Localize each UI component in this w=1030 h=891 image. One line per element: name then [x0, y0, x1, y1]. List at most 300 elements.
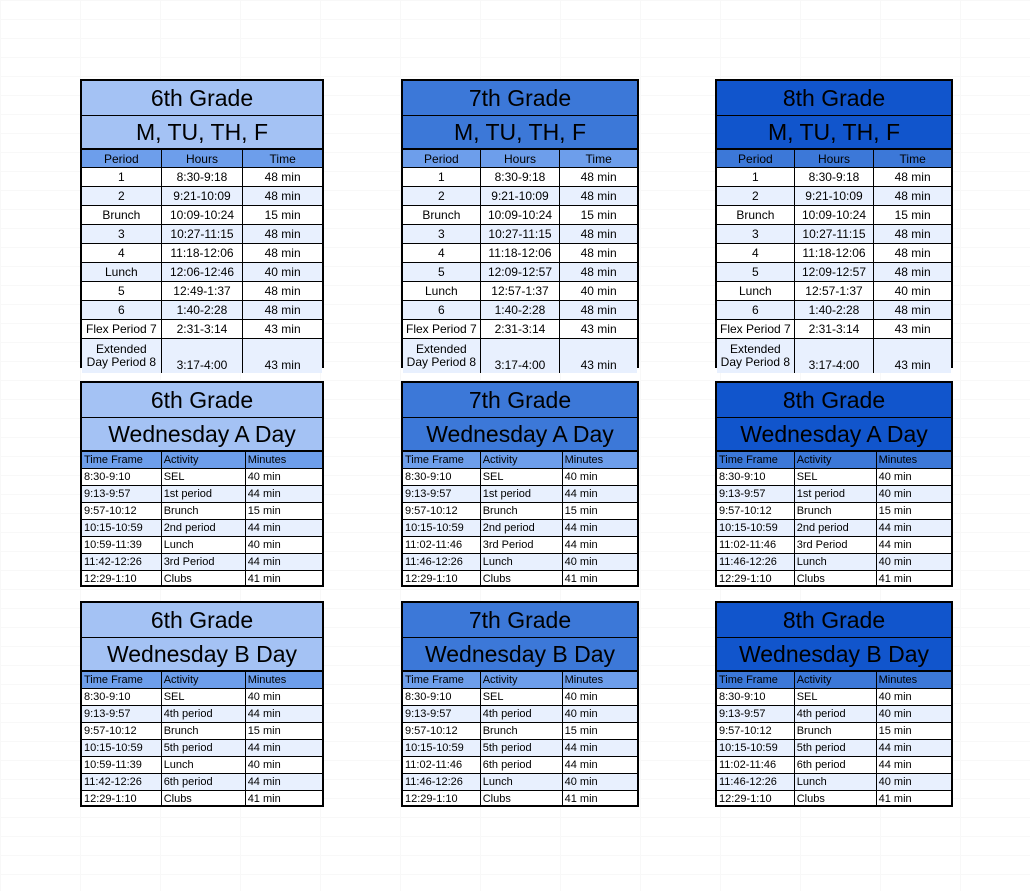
- table-cell[interactable]: 11:02-11:46: [403, 757, 480, 774]
- table-cell[interactable]: 6th period: [480, 757, 562, 774]
- column-header[interactable]: Minutes: [876, 452, 951, 469]
- table-cell[interactable]: Brunch: [161, 503, 245, 520]
- table-cell[interactable]: 11:46-12:26: [403, 774, 480, 791]
- column-header[interactable]: Activity: [794, 672, 876, 689]
- table-cell[interactable]: Lunch: [794, 554, 876, 571]
- table-cell[interactable]: 10:27-11:15: [480, 225, 560, 244]
- table-cell[interactable]: 6: [82, 301, 161, 320]
- table-cell[interactable]: 48 min: [874, 301, 951, 320]
- table-cell[interactable]: Flex Period 7: [82, 320, 161, 339]
- table-row: [717, 554, 951, 571]
- days-label[interactable]: Wednesday B Day: [717, 638, 951, 671]
- table-cell[interactable]: 12:57-1:37: [794, 282, 874, 301]
- table-cell[interactable]: 6: [403, 301, 480, 320]
- table-cell[interactable]: Extended Day Period 8: [717, 339, 794, 374]
- table-cell[interactable]: 43 min: [243, 320, 322, 339]
- table-cell[interactable]: Lunch: [480, 554, 562, 571]
- table-row: [82, 537, 322, 554]
- table-cell[interactable]: SEL: [161, 689, 245, 706]
- table-header-row: [717, 452, 951, 469]
- wed_b-schedule-g6: [80, 601, 324, 807]
- table-cell[interactable]: 5: [717, 263, 794, 282]
- table-row: [82, 244, 322, 263]
- table-cell[interactable]: 3:17-4:00: [794, 339, 874, 374]
- table-cell[interactable]: 3rd Period: [161, 554, 245, 571]
- table-cell[interactable]: 10:15-10:59: [82, 520, 161, 537]
- table-cell[interactable]: 9:57-10:12: [717, 503, 794, 520]
- table-cell[interactable]: 48 min: [874, 263, 951, 282]
- table-cell[interactable]: 44 min: [876, 740, 951, 757]
- table-cell[interactable]: 40 min: [245, 537, 322, 554]
- table-cell[interactable]: 2: [82, 187, 161, 206]
- table-row: [82, 554, 322, 571]
- table-cell[interactable]: 10:09-10:24: [480, 206, 560, 225]
- table-cell[interactable]: 11:42-12:26: [82, 774, 161, 791]
- table-cell[interactable]: 6th period: [161, 774, 245, 791]
- table-cell[interactable]: 48 min: [243, 244, 322, 263]
- column-header[interactable]: Period: [403, 150, 480, 168]
- column-header[interactable]: Minutes: [562, 672, 637, 689]
- table-cell[interactable]: 40 min: [876, 469, 951, 486]
- table-row: [717, 520, 951, 537]
- table-cell[interactable]: 12:09-12:57: [480, 263, 560, 282]
- days-label[interactable]: Wednesday A Day: [403, 418, 637, 451]
- table-cell[interactable]: 9:57-10:12: [82, 503, 161, 520]
- table-cell[interactable]: Lunch: [82, 263, 161, 282]
- table-cell[interactable]: Brunch: [480, 503, 562, 520]
- table-cell[interactable]: 40 min: [562, 469, 637, 486]
- table-cell[interactable]: 41 min: [562, 791, 637, 808]
- table-cell[interactable]: 9:21-10:09: [161, 187, 243, 206]
- table-cell[interactable]: 1:40-2:28: [480, 301, 560, 320]
- table-cell[interactable]: 48 min: [874, 244, 951, 263]
- column-header[interactable]: Activity: [794, 452, 876, 469]
- days-label[interactable]: M, TU, TH, F: [403, 116, 637, 149]
- table-header-row: [82, 672, 322, 689]
- table-row: [717, 263, 951, 282]
- grade-title[interactable]: 6th Grade: [82, 603, 322, 638]
- table-cell[interactable]: SEL: [161, 469, 245, 486]
- table-cell[interactable]: 10:15-10:59: [82, 740, 161, 757]
- table-cell[interactable]: 12:29-1:10: [82, 571, 161, 588]
- table-cell[interactable]: 44 min: [562, 740, 637, 757]
- schedule-table: [717, 451, 951, 587]
- table-cell[interactable]: Lunch: [403, 282, 480, 301]
- table-cell[interactable]: 11:18-12:06: [480, 244, 560, 263]
- column-header[interactable]: Hours: [794, 150, 874, 168]
- table-cell[interactable]: Lunch: [480, 774, 562, 791]
- table-cell[interactable]: 4: [82, 244, 161, 263]
- grade-title[interactable]: 6th Grade: [82, 383, 322, 418]
- table-cell[interactable]: 15 min: [243, 206, 322, 225]
- table-cell[interactable]: Flex Period 7: [403, 320, 480, 339]
- days-label[interactable]: Wednesday B Day: [82, 638, 322, 671]
- table-row: [82, 791, 322, 808]
- table-cell[interactable]: 3: [403, 225, 480, 244]
- days-label[interactable]: M, TU, TH, F: [717, 116, 951, 149]
- table-cell[interactable]: 11:46-12:26: [717, 554, 794, 571]
- column-header[interactable]: Activity: [480, 452, 562, 469]
- table-cell[interactable]: Lunch: [794, 774, 876, 791]
- table-cell[interactable]: 8:30-9:10: [717, 689, 794, 706]
- table-cell[interactable]: 6: [717, 301, 794, 320]
- table-cell[interactable]: 10:15-10:59: [717, 520, 794, 537]
- table-cell[interactable]: 10:59-11:39: [82, 537, 161, 554]
- column-header[interactable]: Time Frame: [403, 452, 480, 469]
- table-cell[interactable]: Brunch: [794, 503, 876, 520]
- table-cell[interactable]: 2: [717, 187, 794, 206]
- column-header[interactable]: Activity: [161, 452, 245, 469]
- table-cell[interactable]: 8:30-9:10: [403, 469, 480, 486]
- wed_a-schedule-g6: [80, 381, 324, 587]
- table-cell[interactable]: 9:57-10:12: [403, 503, 480, 520]
- table-cell[interactable]: 1st period: [480, 486, 562, 503]
- table-cell[interactable]: 10:09-10:24: [161, 206, 243, 225]
- days-label[interactable]: Wednesday A Day: [82, 418, 322, 451]
- table-cell[interactable]: Brunch: [161, 723, 245, 740]
- table-cell[interactable]: 12:49-1:37: [161, 282, 243, 301]
- table-cell[interactable]: 15 min: [245, 503, 322, 520]
- table-cell[interactable]: SEL: [480, 689, 562, 706]
- days-label[interactable]: Wednesday A Day: [717, 418, 951, 451]
- table-cell[interactable]: SEL: [794, 469, 876, 486]
- table-cell[interactable]: 44 min: [245, 486, 322, 503]
- table-cell[interactable]: 2nd period: [794, 520, 876, 537]
- table-cell[interactable]: 41 min: [245, 791, 322, 808]
- table-cell[interactable]: 1st period: [794, 486, 876, 503]
- table-cell[interactable]: 2:31-3:14: [161, 320, 243, 339]
- table-cell[interactable]: 8:30-9:10: [717, 469, 794, 486]
- table-row: [82, 301, 322, 320]
- table-cell[interactable]: 43 min: [560, 320, 637, 339]
- table-cell[interactable]: 3rd Period: [794, 537, 876, 554]
- table-cell[interactable]: 11:02-11:46: [403, 537, 480, 554]
- table-cell[interactable]: 40 min: [876, 774, 951, 791]
- grade-title[interactable]: 7th Grade: [403, 603, 637, 638]
- table-cell[interactable]: 15 min: [876, 723, 951, 740]
- table-cell[interactable]: 40 min: [876, 554, 951, 571]
- table-cell[interactable]: 12:29-1:10: [717, 571, 794, 588]
- table-cell[interactable]: 44 min: [245, 740, 322, 757]
- table-cell[interactable]: 40 min: [562, 554, 637, 571]
- table-row: [82, 320, 322, 339]
- table-cell[interactable]: 15 min: [245, 723, 322, 740]
- table-cell[interactable]: 11:02-11:46: [717, 757, 794, 774]
- table-cell[interactable]: Extended Day Period 8: [403, 339, 480, 374]
- table-cell[interactable]: 6th period: [794, 757, 876, 774]
- grade-title[interactable]: 7th Grade: [403, 383, 637, 418]
- table-cell[interactable]: 3:17-4:00: [161, 339, 243, 374]
- table-cell[interactable]: 44 min: [876, 757, 951, 774]
- table-cell[interactable]: 3: [82, 225, 161, 244]
- days-label[interactable]: Wednesday B Day: [403, 638, 637, 671]
- table-cell[interactable]: 43 min: [874, 339, 951, 374]
- table-cell[interactable]: Lunch: [161, 757, 245, 774]
- table-cell[interactable]: 2nd period: [161, 520, 245, 537]
- table-cell[interactable]: 48 min: [243, 301, 322, 320]
- column-header[interactable]: Minutes: [876, 672, 951, 689]
- table-cell[interactable]: 48 min: [243, 168, 322, 187]
- table-cell[interactable]: 10:27-11:15: [161, 225, 243, 244]
- table-cell[interactable]: 40 min: [245, 689, 322, 706]
- table-cell[interactable]: 1:40-2:28: [794, 301, 874, 320]
- table-cell[interactable]: 44 min: [876, 520, 951, 537]
- table-cell[interactable]: 43 min: [874, 320, 951, 339]
- table-cell[interactable]: 48 min: [560, 168, 637, 187]
- table-cell[interactable]: 41 min: [876, 791, 951, 808]
- table-cell[interactable]: 9:57-10:12: [82, 723, 161, 740]
- table-cell[interactable]: 5th period: [794, 740, 876, 757]
- wed_b-schedule-g7: [401, 601, 639, 807]
- table-cell[interactable]: Lunch: [717, 282, 794, 301]
- table-cell[interactable]: 9:21-10:09: [480, 187, 560, 206]
- table-cell[interactable]: 3:17-4:00: [480, 339, 560, 374]
- table-row: [717, 689, 951, 706]
- column-header[interactable]: Activity: [480, 672, 562, 689]
- table-cell[interactable]: 3: [717, 225, 794, 244]
- table-cell[interactable]: Flex Period 7: [717, 320, 794, 339]
- table-cell[interactable]: 41 min: [876, 571, 951, 588]
- table-row: [717, 723, 951, 740]
- table-row: [82, 469, 322, 486]
- table-cell[interactable]: 15 min: [562, 723, 637, 740]
- table-cell[interactable]: 4: [403, 244, 480, 263]
- table-cell[interactable]: 11:46-12:26: [403, 554, 480, 571]
- table-cell[interactable]: 5: [82, 282, 161, 301]
- table-cell[interactable]: 48 min: [560, 301, 637, 320]
- table-cell[interactable]: 15 min: [560, 206, 637, 225]
- table-cell[interactable]: Clubs: [161, 791, 245, 808]
- table-row: [82, 706, 322, 723]
- table-cell[interactable]: 9:13-9:57: [82, 706, 161, 723]
- table-cell[interactable]: 5th period: [161, 740, 245, 757]
- table-cell[interactable]: 40 min: [876, 706, 951, 723]
- table-cell[interactable]: 2:31-3:14: [480, 320, 560, 339]
- column-header[interactable]: Minutes: [245, 672, 322, 689]
- table-cell[interactable]: Brunch: [403, 206, 480, 225]
- table-row: [717, 469, 951, 486]
- table-cell[interactable]: 8:30-9:10: [403, 689, 480, 706]
- table-row: [403, 537, 637, 554]
- table-cell[interactable]: 10:15-10:59: [403, 520, 480, 537]
- table-row: [403, 774, 637, 791]
- table-header-row: [403, 150, 637, 168]
- table-cell[interactable]: 44 min: [245, 554, 322, 571]
- table-cell[interactable]: 8:30-9:10: [82, 689, 161, 706]
- table-cell[interactable]: 1st period: [161, 486, 245, 503]
- table-cell[interactable]: 44 min: [245, 706, 322, 723]
- table-cell[interactable]: 48 min: [874, 187, 951, 206]
- table-cell[interactable]: 40 min: [876, 689, 951, 706]
- table-cell[interactable]: Brunch: [480, 723, 562, 740]
- table-cell[interactable]: 4: [717, 244, 794, 263]
- table-row: [82, 486, 322, 503]
- column-header[interactable]: Minutes: [562, 452, 637, 469]
- table-row: [403, 520, 637, 537]
- table-cell[interactable]: Lunch: [161, 537, 245, 554]
- table-cell[interactable]: 44 min: [562, 486, 637, 503]
- table-row: [403, 168, 637, 187]
- table-cell[interactable]: 15 min: [562, 503, 637, 520]
- table-cell[interactable]: 10:27-11:15: [794, 225, 874, 244]
- table-cell[interactable]: 40 min: [874, 282, 951, 301]
- table-cell[interactable]: 12:29-1:10: [403, 791, 480, 808]
- table-cell[interactable]: 12:29-1:10: [717, 791, 794, 808]
- table-row: [403, 503, 637, 520]
- table-cell[interactable]: 5th period: [480, 740, 562, 757]
- table-cell[interactable]: Clubs: [480, 791, 562, 808]
- table-cell[interactable]: 12:09-12:57: [794, 263, 874, 282]
- table-cell[interactable]: 40 min: [245, 469, 322, 486]
- table-cell[interactable]: 48 min: [243, 187, 322, 206]
- days-label[interactable]: M, TU, TH, F: [82, 116, 322, 149]
- grade-title[interactable]: 8th Grade: [717, 603, 951, 638]
- table-cell[interactable]: 48 min: [560, 244, 637, 263]
- table-cell[interactable]: SEL: [794, 689, 876, 706]
- table-cell[interactable]: 10:15-10:59: [403, 740, 480, 757]
- column-header[interactable]: Time Frame: [82, 672, 161, 689]
- table-cell[interactable]: 44 min: [562, 757, 637, 774]
- table-row: [403, 723, 637, 740]
- table-cell[interactable]: 41 min: [562, 571, 637, 588]
- table-cell[interactable]: 40 min: [245, 757, 322, 774]
- table-cell[interactable]: 8:30-9:10: [82, 469, 161, 486]
- table-cell[interactable]: 5: [403, 263, 480, 282]
- wed_a-schedule-g8: [715, 381, 953, 587]
- table-cell[interactable]: Brunch: [717, 206, 794, 225]
- table-cell[interactable]: 43 min: [243, 339, 322, 374]
- table-cell[interactable]: 4th period: [480, 706, 562, 723]
- table-cell[interactable]: Brunch: [794, 723, 876, 740]
- table-cell[interactable]: 2: [403, 187, 480, 206]
- table-cell[interactable]: 4th period: [794, 706, 876, 723]
- column-header[interactable]: Time: [560, 150, 637, 168]
- table-cell[interactable]: 44 min: [245, 774, 322, 791]
- table-row: [403, 740, 637, 757]
- table-cell[interactable]: 48 min: [243, 282, 322, 301]
- grade-title[interactable]: 7th Grade: [403, 81, 637, 116]
- table-cell[interactable]: 8:30-9:18: [794, 168, 874, 187]
- table-cell[interactable]: 41 min: [245, 571, 322, 588]
- table-cell[interactable]: 44 min: [876, 537, 951, 554]
- column-header[interactable]: Period: [82, 150, 161, 168]
- table-header-row: [82, 150, 322, 168]
- table-cell[interactable]: 9:13-9:57: [82, 486, 161, 503]
- table-cell[interactable]: 12:29-1:10: [82, 791, 161, 808]
- table-cell[interactable]: 10:09-10:24: [794, 206, 874, 225]
- table-cell[interactable]: 12:06-12:46: [161, 263, 243, 282]
- column-header[interactable]: Time: [243, 150, 322, 168]
- table-cell[interactable]: 1: [403, 168, 480, 187]
- table-cell[interactable]: 11:18-12:06: [161, 244, 243, 263]
- table-cell[interactable]: 48 min: [874, 168, 951, 187]
- table-cell[interactable]: 1: [717, 168, 794, 187]
- table-cell[interactable]: 44 min: [562, 520, 637, 537]
- table-row: [717, 320, 951, 339]
- table-cell[interactable]: 15 min: [874, 206, 951, 225]
- table-cell[interactable]: 10:15-10:59: [717, 740, 794, 757]
- grade-title[interactable]: 6th Grade: [82, 81, 322, 116]
- table-cell[interactable]: Clubs: [480, 571, 562, 588]
- table-cell[interactable]: 40 min: [562, 706, 637, 723]
- table-cell[interactable]: 4th period: [161, 706, 245, 723]
- table-cell[interactable]: 9:57-10:12: [717, 723, 794, 740]
- table-cell[interactable]: 2nd period: [480, 520, 562, 537]
- grade-title[interactable]: 8th Grade: [717, 383, 951, 418]
- table-cell[interactable]: 9:13-9:57: [717, 486, 794, 503]
- column-header[interactable]: Time Frame: [403, 672, 480, 689]
- column-header[interactable]: Time Frame: [717, 672, 794, 689]
- table-cell[interactable]: 43 min: [560, 339, 637, 374]
- table-cell[interactable]: 9:13-9:57: [403, 486, 480, 503]
- table-cell[interactable]: 48 min: [560, 225, 637, 244]
- column-header[interactable]: Minutes: [245, 452, 322, 469]
- table-cell[interactable]: 12:57-1:37: [480, 282, 560, 301]
- table-cell[interactable]: SEL: [480, 469, 562, 486]
- table-cell[interactable]: 11:42-12:26: [82, 554, 161, 571]
- table-cell[interactable]: 15 min: [876, 503, 951, 520]
- table-cell[interactable]: 40 min: [562, 774, 637, 791]
- table-cell[interactable]: 10:59-11:39: [82, 757, 161, 774]
- table-cell[interactable]: Clubs: [794, 571, 876, 588]
- table-cell[interactable]: 44 min: [245, 520, 322, 537]
- table-cell[interactable]: 1:40-2:28: [161, 301, 243, 320]
- column-header[interactable]: Time Frame: [717, 452, 794, 469]
- table-cell[interactable]: Brunch: [82, 206, 161, 225]
- table-cell[interactable]: 1: [82, 168, 161, 187]
- table-cell[interactable]: Extended Day Period 8: [82, 339, 161, 374]
- table-cell[interactable]: 48 min: [560, 263, 637, 282]
- table-cell[interactable]: 8:30-9:18: [161, 168, 243, 187]
- table-cell[interactable]: 44 min: [562, 537, 637, 554]
- table-cell[interactable]: 40 min: [876, 486, 951, 503]
- table-cell[interactable]: 11:46-12:26: [717, 774, 794, 791]
- grade-title[interactable]: 8th Grade: [717, 81, 951, 116]
- table-row: [717, 168, 951, 187]
- column-header[interactable]: Activity: [161, 672, 245, 689]
- table-row: [403, 554, 637, 571]
- table-cell[interactable]: 40 min: [562, 689, 637, 706]
- table-cell[interactable]: 11:18-12:06: [794, 244, 874, 263]
- table-cell[interactable]: 40 min: [243, 263, 322, 282]
- column-header[interactable]: Hours: [480, 150, 560, 168]
- table-cell[interactable]: Clubs: [161, 571, 245, 588]
- table-cell[interactable]: 9:21-10:09: [794, 187, 874, 206]
- column-header[interactable]: Hours: [161, 150, 243, 168]
- table-cell[interactable]: 48 min: [243, 225, 322, 244]
- table-row: [403, 791, 637, 808]
- table-cell[interactable]: 3rd Period: [480, 537, 562, 554]
- column-header[interactable]: Period: [717, 150, 794, 168]
- table-cell[interactable]: 9:57-10:12: [403, 723, 480, 740]
- table-row: [82, 520, 322, 537]
- column-header[interactable]: Time Frame: [82, 452, 161, 469]
- table-cell[interactable]: 40 min: [560, 282, 637, 301]
- table-cell[interactable]: 48 min: [874, 225, 951, 244]
- table-row: [403, 225, 637, 244]
- table-cell[interactable]: 11:02-11:46: [717, 537, 794, 554]
- table-cell[interactable]: Clubs: [794, 791, 876, 808]
- column-header[interactable]: Time: [874, 150, 951, 168]
- table-cell[interactable]: 48 min: [560, 187, 637, 206]
- table-cell[interactable]: 9:13-9:57: [717, 706, 794, 723]
- table-cell[interactable]: 12:29-1:10: [403, 571, 480, 588]
- table-cell[interactable]: 2:31-3:14: [794, 320, 874, 339]
- table-header-row: [717, 672, 951, 689]
- wed_b-schedule-g8: [715, 601, 953, 807]
- table-cell[interactable]: 9:13-9:57: [403, 706, 480, 723]
- table-cell[interactable]: 8:30-9:18: [480, 168, 560, 187]
